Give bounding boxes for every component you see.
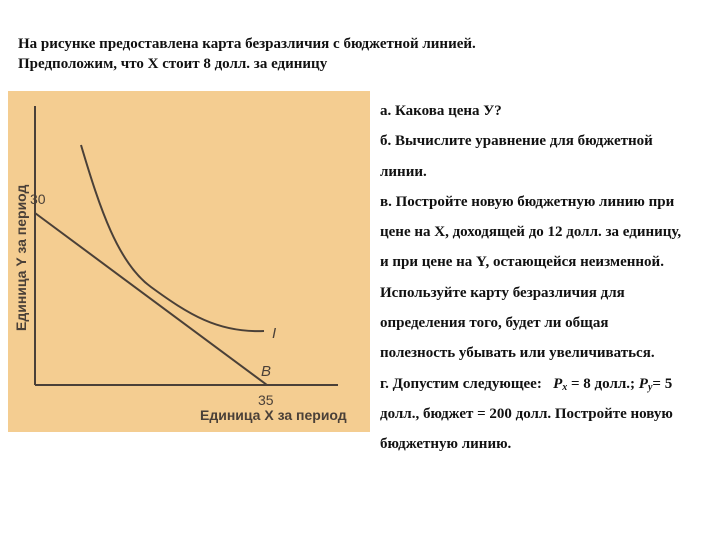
question-b-line-1: б. Вычислите уравнение для бюджетной: [380, 133, 653, 150]
figure-svg: [8, 91, 370, 432]
question-c-line-3: и при цене на Y, остающейся неизменной.: [380, 254, 664, 271]
price-x-value: = 8 долл.;: [567, 375, 639, 392]
intro-line-2: Предположим, что X стоит 8 долл. за единицу: [18, 56, 328, 72]
x-axis-label: Единица X за период: [200, 407, 347, 423]
question-c-line-4: Используйте карту безразличия для: [380, 284, 625, 301]
price-x-symbol: [553, 376, 567, 392]
price-x-letter: P: [553, 375, 563, 392]
question-c-line-2: цене на X, доходящей до 12 долл. за единицу,: [380, 224, 682, 241]
question-b-line-2: линии.: [380, 163, 427, 180]
price-y-symbol: [639, 376, 653, 392]
price-y-subscript: y: [647, 381, 653, 393]
question-a: а. Какова цена У?: [380, 103, 502, 119]
question-c-line-1: в. Постройте новую бюджетную линию при: [380, 193, 675, 210]
price-y-value: = 5: [652, 375, 673, 392]
intro-line-1: На рисунке предоставлена карта безразличия с бюджетной линией.: [18, 36, 476, 52]
questions-text: [380, 96, 710, 460]
intro-text: [18, 34, 708, 74]
budget-line: [35, 213, 267, 385]
budget-line-label: B: [261, 363, 272, 380]
question-d-line-3: бюджетную линию.: [380, 436, 512, 453]
price-y-letter: P: [638, 375, 648, 392]
question-c-line-6: полезность убывать или увеличиваться.: [380, 345, 655, 362]
question-c-line-5: определения того, будет ли общая: [380, 315, 609, 332]
x-intercept-label: 35: [258, 392, 274, 408]
indifference-curve-label: I: [272, 325, 277, 342]
question-d-line-2: долл., бюджет = 200 долл. Постройте новую: [380, 405, 673, 422]
indifference-map-figure: [8, 91, 370, 432]
price-x-subscript: x: [562, 381, 568, 393]
indifference-curve: [81, 145, 264, 331]
y-axis-label: Единица Y за период: [13, 184, 29, 331]
question-d-line-1: [380, 369, 710, 399]
question-d-start: г. Допустим следующее:: [380, 375, 542, 392]
y-intercept-label: 30: [30, 191, 46, 207]
